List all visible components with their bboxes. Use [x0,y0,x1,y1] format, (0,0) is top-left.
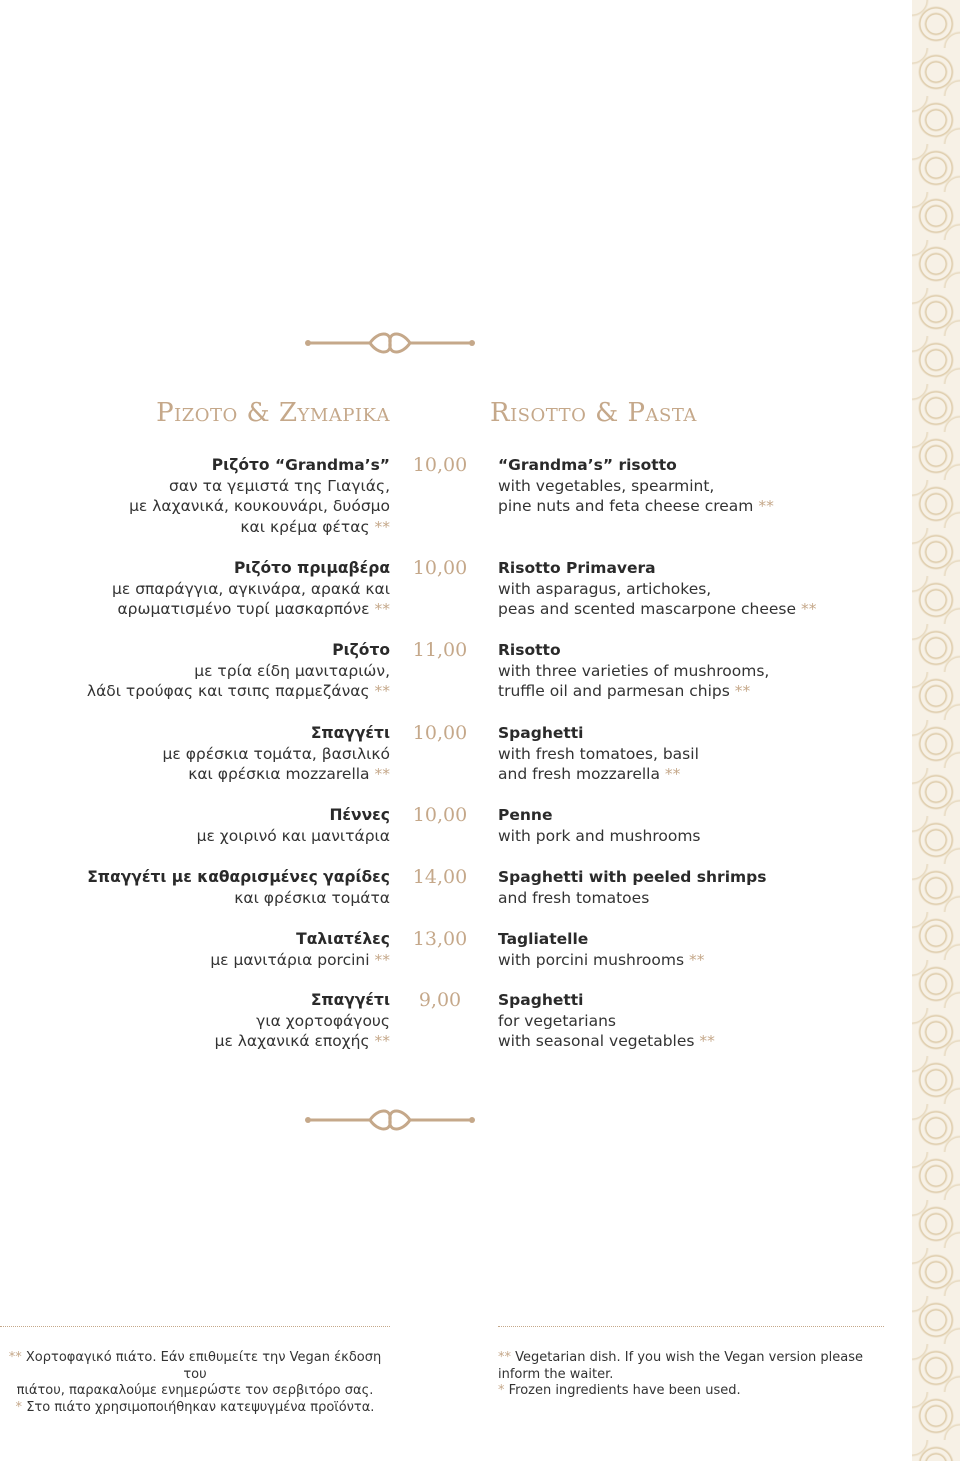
dish-description: λάδι τρούφας και τσιπς παρμεζάνας ** [86,682,390,700]
dish-description: με λαχανικά, κουκουνάρι, δυόσμο [129,497,390,515]
dish-price: 10,00 [412,557,468,579]
dish-name: Spaghetti [498,724,584,742]
vegetarian-mark: ** [374,517,390,536]
flourish-icon [300,329,480,357]
dish-name: Spaghetti with peeled shrimps [498,868,767,886]
vegetarian-mark: ** [374,600,390,618]
menu-item-greek [0,640,390,702]
vegetarian-mark: ** [688,950,705,969]
footnote-text: Χορτοφαγικό πιάτο. Εάν επιθυμείτε την Vegan έκδοση του [25,1350,382,1382]
dish-price: 10,00 [412,804,468,826]
menu-item-english [498,558,918,620]
dish-price: 13,00 [412,928,468,950]
dish-name: Risotto [498,641,561,659]
footnote-text: Frozen ingredients have been used. [508,1383,741,1398]
menu-item-greek [0,805,390,846]
vegetarian-mark: ** [699,1032,715,1050]
top-ornament-divider [300,329,480,357]
dish-description: με χοιρινό και μανιτάρια [196,826,390,845]
footnote-divider-right [498,1326,884,1327]
dish-description: και φρέσκια τομάτα [234,888,390,907]
dish-price: 11,00 [412,639,468,661]
dish-description: for vegetarians [498,1011,616,1030]
dish-description: with seasonal vegetables ** [498,1032,715,1050]
bottom-ornament-divider [300,1106,480,1134]
menu-item-english [498,867,918,908]
dish-price: 9,00 [418,989,462,1011]
dish-description: with fresh tomatoes, basil [498,744,699,763]
dish-price: 10,00 [412,454,468,476]
footnote-divider-left [0,1326,390,1327]
vegetarian-mark: ** [374,682,390,700]
dish-name: Σπαγγέτι [310,724,390,742]
dish-description: για χορτοφάγους [256,1011,390,1030]
dish-description: αρωματισμένο τυρί μασκαρπόνε ** [117,600,390,618]
vegetarian-mark: ** [758,497,774,515]
menu-item-english [498,805,918,846]
menu-item-english [498,640,918,702]
footnote-mark: * [498,1383,505,1398]
dish-name: Tagliatelle [498,930,589,948]
menu-item-english [498,990,918,1052]
dish-description: και κρέμα φέτας ** [240,517,390,536]
menu-item-greek [0,867,390,908]
dish-name: Ριζότο πριμαβέρα [233,559,390,577]
dish-name: Risotto Primavera [498,559,656,577]
footnote-mark: ** [498,1350,511,1365]
section-heading-greek: Ριζοτο & Ζυμαρικα [156,398,390,428]
footnote-english [498,1350,888,1400]
dish-name: Πέννες [329,806,390,824]
dish-description: με λαχανικά εποχής ** [214,1032,390,1050]
dish-description: with three varieties of mushrooms, [498,661,770,680]
dish-price: 10,00 [412,722,468,744]
dish-name: Spaghetti [498,991,584,1009]
vegetarian-mark: ** [664,765,681,783]
dish-name: Ταλιατέλες [296,930,390,948]
vegetarian-mark: ** [374,950,390,969]
dish-description: σαν τα γεμιστά της Γιαγιάς, [169,476,390,495]
dish-name: Ριζότο “Grandma’s” [211,456,390,474]
menu-item-english [498,929,918,970]
vegetarian-mark: ** [734,682,751,700]
menu-item-greek [0,990,390,1052]
dish-description: truffle oil and parmesan chips ** [498,682,751,700]
footnote-mark: ** [8,1350,22,1365]
dish-description: with asparagus, artichokes, [498,579,712,598]
vegetarian-mark: ** [374,765,390,783]
menu-item-greek [0,558,390,620]
footnote-text: inform the waiter. [498,1366,614,1382]
dish-description: pine nuts and feta cheese cream ** [498,497,774,515]
dish-name: Ριζότο [332,641,390,659]
dish-description: with porcini mushrooms ** [498,950,705,969]
dish-description: με τρία είδη μανιταριών, [194,661,390,680]
vegetarian-mark: ** [800,600,817,618]
dish-description: με μανιτάρια porcini ** [210,950,390,969]
dish-description: και φρέσκια mozzarella ** [188,765,390,783]
lace-border-decoration [912,0,960,1461]
footnote-text: πιάτου, παρακαλούμε ενημερώστε τον σερβιτόρο σας. [16,1383,374,1398]
vegetarian-mark: ** [374,1032,390,1050]
dish-name: Penne [498,806,553,824]
menu-item-greek [0,723,390,785]
dish-description: and fresh mozzarella ** [498,765,681,783]
dish-description: με σπαράγγια, αγκινάρα, αρακά και [112,579,390,598]
dish-description: peas and scented mascarpone cheese ** [498,600,817,618]
dish-description: with pork and mushrooms [498,826,701,845]
footnote-mark: * [15,1399,23,1415]
dish-description: and fresh tomatoes [498,888,650,907]
footnote-text: Στο πιάτο χρησιμοποιήθηκαν κατεψυγμένα προϊόντα. [26,1399,375,1415]
dish-name: Σπαγγέτι [310,991,390,1009]
menu-item-greek [0,455,390,537]
dish-name: Σπαγγέτι με καθαρισμένες γαρίδες [87,868,390,886]
footnote-greek [0,1350,390,1416]
menu-item-greek [0,929,390,970]
footnote-text: Vegetarian dish. If you wish the Vegan version please [515,1350,864,1365]
menu-item-english [498,455,918,517]
dish-description: με φρέσκια τομάτα, βασιλικό [162,744,390,763]
flourish-icon [300,1106,480,1134]
dish-name: “Grandma’s” risotto [498,456,677,474]
dish-description: with vegetables, spearmint, [498,476,715,495]
dish-price: 14,00 [412,866,468,888]
menu-item-english [498,723,918,785]
section-heading-english: Risotto & Pasta [490,398,697,428]
